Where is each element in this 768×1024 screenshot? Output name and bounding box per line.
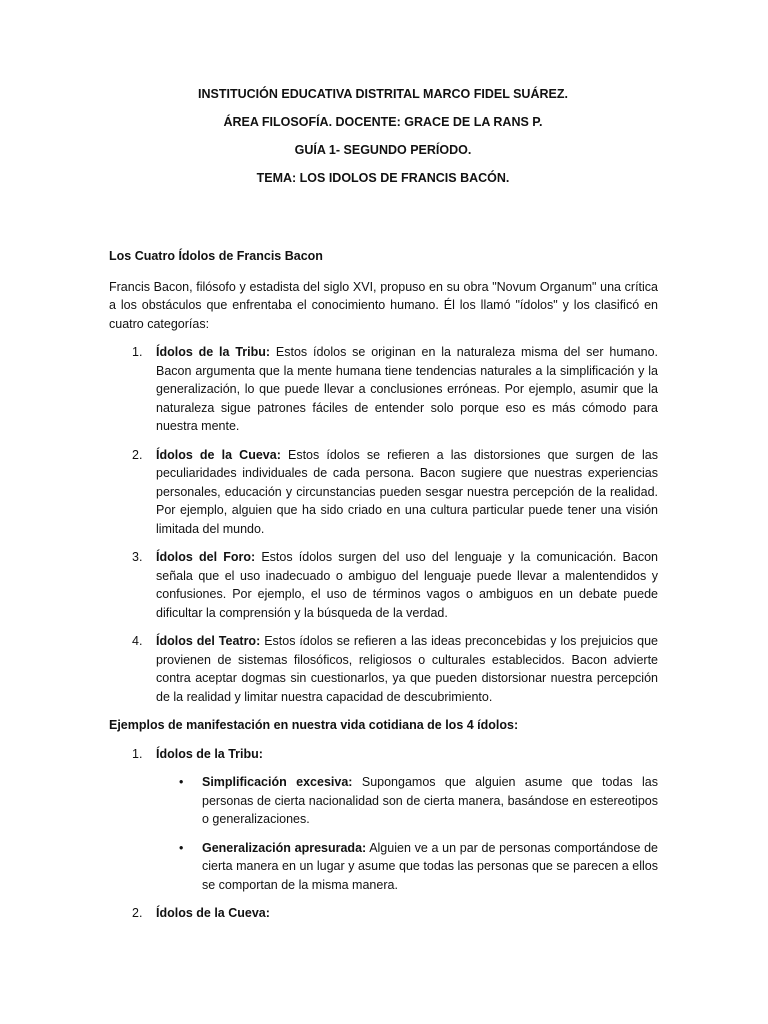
section-title: Los Cuatro Ídolos de Francis Bacon bbox=[109, 249, 323, 263]
idol-item-cave bbox=[109, 446, 658, 539]
idol-text bbox=[156, 548, 658, 622]
list-number: 1. bbox=[132, 345, 143, 359]
idol-title: Ídolos del Foro: bbox=[156, 550, 256, 564]
document-body bbox=[109, 247, 658, 933]
example-item-cave bbox=[109, 904, 658, 923]
example-item-tribe bbox=[109, 745, 658, 764]
example-heading: Ídolos de la Tribu: bbox=[156, 746, 263, 761]
idol-item-forum bbox=[109, 548, 658, 622]
idol-description: Estos ídolos se refieren a las ideas preconcebidas y los prejuicios que provienen de sistemas filosóficos, religiosos o culturales establecidos. Bacon advierte contra aceptar dogmas sin cuestionarlos, ya que pueden distorsionar nuestra percepción de la realidad y limitar nuestra capacidad de descubrimiento. bbox=[156, 634, 658, 704]
topic-line: TEMA: LOS IDOLOS DE FRANCIS BACÓN. bbox=[256, 171, 510, 185]
idol-title: Ídolos de la Tribu: bbox=[156, 345, 271, 359]
list-number: 2. bbox=[132, 906, 143, 920]
example-bullet-simplification bbox=[109, 773, 658, 829]
idol-item-tribe bbox=[109, 343, 658, 436]
idol-description: Estos ídolos se refieren a las distorsiones que surgen de las peculiaridades individuales de cada persona. Bacon sugiere que nuestras experiencias personales, educación y circunstancias pueden sesgar nuestra percepción de la realidad. Por ejemplo, alguien que ha sido criado en una cultura particular puede tener una visión limitada del mundo. bbox=[156, 447, 659, 536]
idol-text bbox=[156, 446, 658, 539]
list-number: 3. bbox=[132, 550, 143, 564]
list-number: 1. bbox=[132, 746, 143, 761]
bullet-title: Generalización apresurada: bbox=[202, 840, 367, 855]
bullet-description: Alguien ve a un par de personas comportándose de cierta manera en un lugar y asume que todas las personas que se parecen a ellos se comportan de la misma manera. bbox=[202, 840, 658, 892]
bullet-text bbox=[202, 839, 658, 895]
list-number: 4. bbox=[132, 634, 143, 648]
bullet-icon: • bbox=[179, 775, 184, 789]
bullet-description: Supongamos que alguien asume que todas las personas de cierta nacionalidad son de cierta manera, basándose en estereotipos o generalizaciones. bbox=[202, 775, 659, 826]
idol-description: Estos ídolos surgen del uso del lenguaje y la comunicación. Bacon señala que el uso inadecuado o ambiguo del lenguaje puede llevar a malentendidos y confusiones. Por ejemplo, el uso de términos vagos o ambiguos en un debate puede dificultar la comprensión y la búsqueda de la verdad. bbox=[156, 550, 658, 620]
example-heading: Ídolos de la Cueva: bbox=[156, 906, 270, 920]
idol-item-theater bbox=[109, 632, 658, 706]
institution-title: INSTITUCIÓN EDUCATIVA DISTRITAL MARCO FIDEL SUÁREZ. bbox=[198, 87, 568, 101]
list-number: 2. bbox=[132, 447, 143, 462]
idol-text bbox=[156, 632, 658, 706]
document-header bbox=[108, 84, 658, 196]
intro-paragraph: Francis Bacon, filósofo y estadista del siglo XVI, propuso en su obra "Novum Organum" una crítica a los obstáculos que enfrentaba el conocimiento humano. Él los llamó "ídolos" y los clasificó en cuatro categorías: bbox=[109, 279, 658, 331]
idol-description: Estos ídolos se originan en la naturaleza misma del ser humano. Bacon argumenta que la mente humana tiene tendencias naturales a la simplificación y la generalización, lo que puede llevar a conclusiones erróneas. Por ejemplo, asumir que la naturaleza sigue patrones fáciles de entender solo porque eso es más cómodo para nuestra mente. bbox=[156, 345, 659, 433]
guide-period-line: GUÍA 1- SEGUNDO PERÍODO. bbox=[294, 143, 472, 157]
area-teacher-line: ÁREA FILOSOFÍA. DOCENTE: GRACE DE LA RANS P. bbox=[223, 115, 543, 129]
bullet-title: Simplificación excesiva: bbox=[202, 775, 353, 789]
example-bullet-generalization bbox=[109, 839, 658, 895]
examples-title: Ejemplos de manifestación en nuestra vida cotidiana de los 4 ídolos: bbox=[109, 718, 519, 732]
idol-text bbox=[156, 343, 658, 436]
bullet-text bbox=[202, 773, 658, 829]
idol-title: Ídolos del Teatro: bbox=[156, 634, 261, 648]
bullet-icon: • bbox=[179, 840, 184, 855]
idol-title: Ídolos de la Cueva: bbox=[156, 447, 281, 462]
